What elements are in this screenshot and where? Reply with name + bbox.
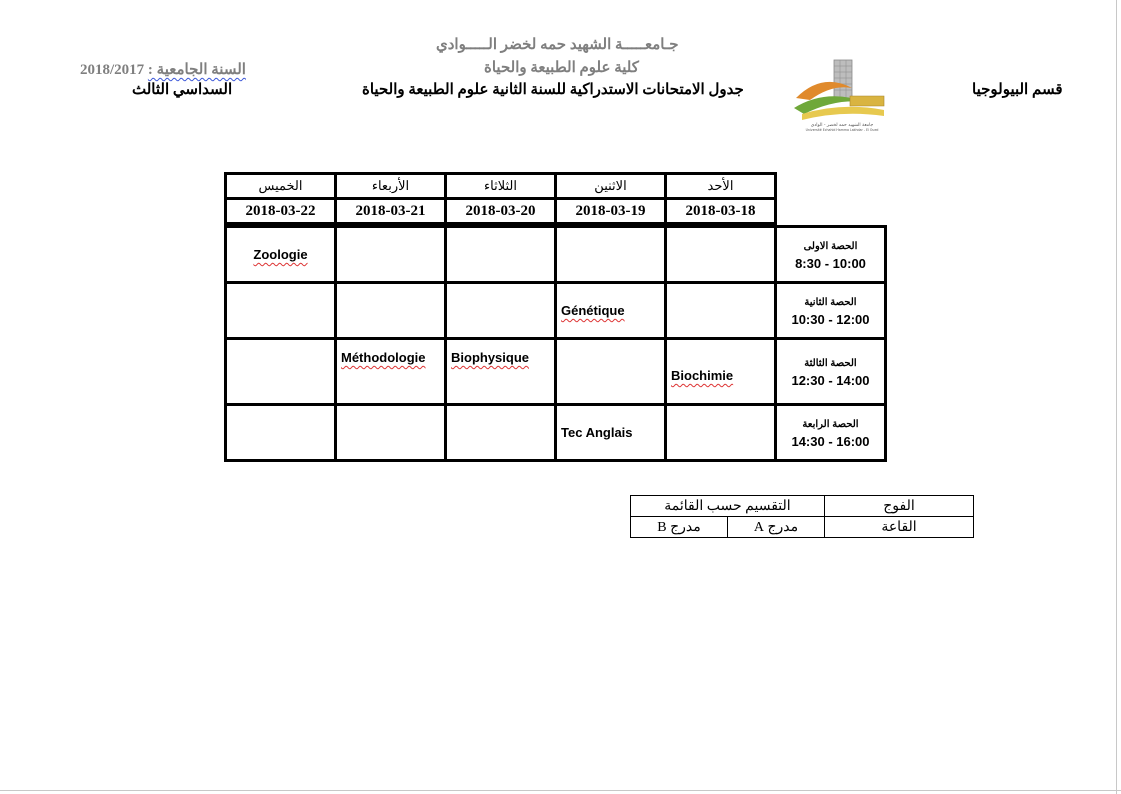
slot-name: الحصة الرابعة [802,418,859,430]
academic-year [80,60,246,79]
days-header-table [224,172,777,225]
slot-time: 12:30 - 14:00 [791,372,870,388]
slot-cell [776,283,886,339]
slot-cell [776,405,886,461]
group-room-table [630,495,974,538]
exam-cell [336,283,446,339]
schedule-row [226,283,886,339]
day-names-row [226,174,776,199]
schedule-row [226,339,886,405]
division-label: التقسيم حسب القائمة [631,496,825,517]
page-title: جدول الامتحانات الاستدراكية للسنة الثانية علوم الطبيعة والحياة [362,82,744,98]
academic-year-value: 2018/2017 [80,62,145,78]
exam-cell [446,227,556,283]
day-name: الخميس [226,174,336,199]
slot-name: الحصة الثالثة [804,357,857,369]
page-edge-bottom [0,790,1121,791]
day-date: 2018-03-20 [446,199,556,224]
group-row [631,496,974,517]
exam-cell [666,339,776,405]
page-edge-right [1116,0,1117,794]
room-label: القاعة [825,517,974,538]
university-name: جـامعـــــة الشهيد حمه لخضر الـــــوادي [436,37,679,53]
exam-schedule-table [224,225,887,462]
exam-cell [336,227,446,283]
day-date: 2018-03-19 [556,199,666,224]
slot-cell [776,339,886,405]
exam-cell [226,283,336,339]
exam-cell [556,405,666,461]
day-name: الثلاثاء [446,174,556,199]
slot-time: 8:30 - 10:00 [795,255,866,271]
day-date: 2018-03-18 [666,199,776,224]
exam-name: Génétique [561,303,625,318]
day-date: 2018-03-22 [226,199,336,224]
exam-name: Biochimie [671,368,734,383]
university-logo [792,58,892,133]
group-label: الفوج [825,496,974,517]
exam-cell [556,227,666,283]
schedule-row [226,405,886,461]
room-b: مدرج B [631,517,728,538]
exam-cell [556,283,666,339]
logo-caption: جامعة الشهيد حمه لخضر - الوادي [810,123,874,128]
exam-cell [446,405,556,461]
faculty-name: كلية علوم الطبيعة والحياة [484,60,639,76]
exam-cell [666,283,776,339]
exam-cell [446,283,556,339]
slot-time: 10:30 - 12:00 [791,311,870,327]
exam-cell [446,339,556,405]
room-row [631,517,974,538]
exam-cell [336,405,446,461]
exam-name: Zoologie [253,247,308,262]
exam-cell [226,405,336,461]
schedule-row [226,227,886,283]
slot-name: الحصة الثانية [804,296,857,308]
exam-cell [666,227,776,283]
department-name: قسم البيولوجيا [972,82,1063,98]
exam-cell [226,227,336,283]
exam-cell [666,405,776,461]
exam-cell [226,339,336,405]
academic-year-label: السنة الجامعية : [147,62,246,78]
semester-label: السداسي الثالث [132,82,233,98]
day-name: الأحد [666,174,776,199]
day-date: 2018-03-21 [336,199,446,224]
day-name: الأربعاء [336,174,446,199]
exam-cell [556,339,666,405]
day-name: الاثنين [556,174,666,199]
logo-caption-fr: Université Echahid Hamma Lakhdar - El Oued [805,128,879,132]
exam-cell [336,339,446,405]
slot-name: الحصة الاولى [803,240,858,252]
exam-name: Biophysique [451,350,530,365]
slot-time: 14:30 - 16:00 [791,433,870,449]
room-a: مدرج A [728,517,825,538]
day-dates-row [226,199,776,224]
slot-cell [776,227,886,283]
exam-name: Tec Anglais [561,425,633,440]
exam-name: Méthodologie [341,350,426,365]
